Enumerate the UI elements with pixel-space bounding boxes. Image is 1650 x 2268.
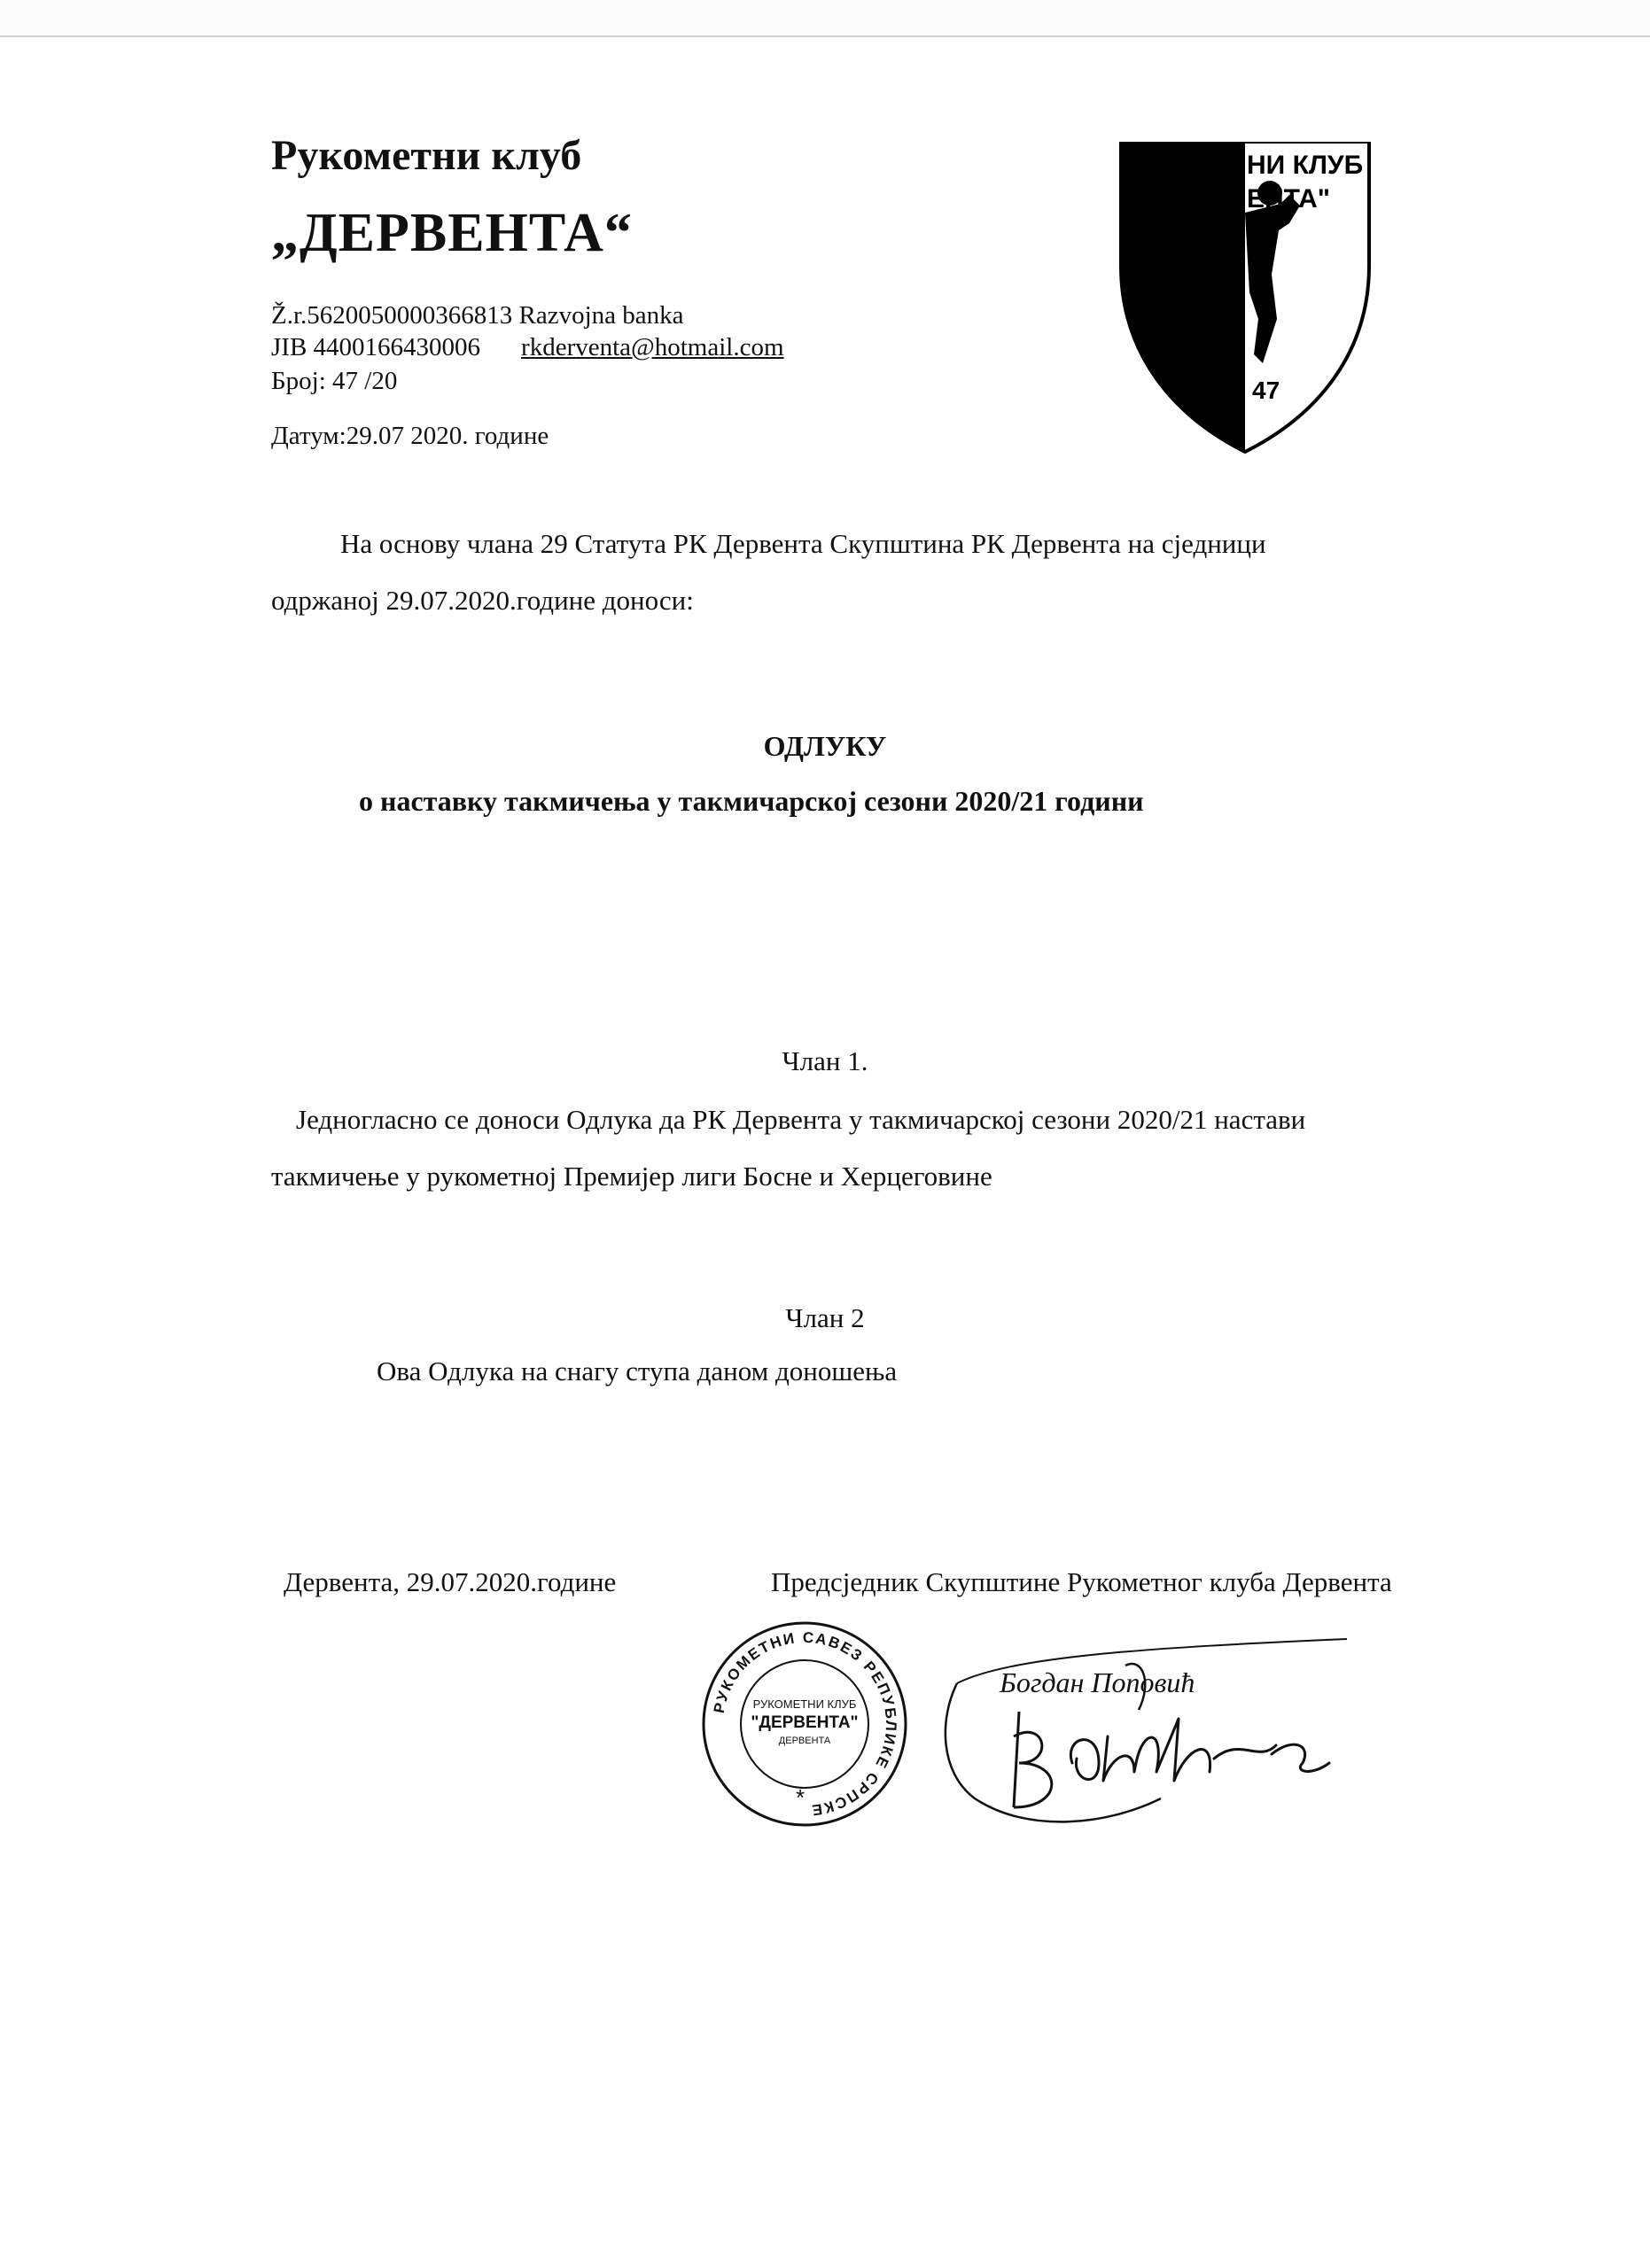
article1-line2: такмичење у рукометној Премијер лиги Босне и Херцеговине bbox=[271, 1161, 992, 1192]
article1-text bbox=[271, 1091, 1476, 1205]
document-number: Број: 47 /20 bbox=[271, 367, 398, 395]
stamp-star-icon: * bbox=[795, 1784, 806, 1811]
decision-title: ОДЛУКУ bbox=[763, 730, 887, 762]
place-and-date: Дервента, 29.07.2020.године bbox=[284, 1566, 617, 1597]
logo-text-line1: НИ КЛУБ bbox=[1247, 151, 1364, 180]
document-date: Датум:29.07 2020. године bbox=[271, 422, 549, 450]
article2-text: Ова Одлука на снагу ступа даном доношења bbox=[377, 1355, 898, 1386]
club-logo bbox=[1112, 142, 1378, 456]
president-title: Предсједник Скупштине Рукометног клуба Дервента bbox=[771, 1566, 1392, 1597]
stamp-ring-text: РУКОМЕТНИ САВЕЗ РЕПУБЛИКЕ СРПСКЕ bbox=[710, 1628, 900, 1819]
scan-edge bbox=[0, 35, 1650, 37]
intro-paragraph bbox=[271, 516, 1423, 629]
stamp-line1: РУКОМЕТНИ КЛУБ bbox=[752, 1697, 857, 1711]
official-stamp bbox=[698, 1618, 911, 1830]
decision-subtitle: о наставку такмичења у такмичарској сезони 2020/21 години bbox=[359, 785, 1144, 817]
signature bbox=[922, 1630, 1382, 1852]
jib-number: JIB 4400166430006 bbox=[271, 333, 481, 361]
scan-margin bbox=[0, 0, 1650, 35]
logo-number: 47 bbox=[1252, 377, 1280, 404]
club-name: „ДЕРВЕНТА“ bbox=[271, 203, 633, 263]
intro-line1: На основу члана 29 Статута РК Дервента Скупштина РК Дервента на сједници bbox=[340, 528, 1266, 559]
stamp-line2: "ДЕРВЕНТА" bbox=[751, 1713, 859, 1732]
bank-account: Ž.r.5620050000366813 Razvojna banka bbox=[271, 301, 684, 330]
article1-line1: Једногласно се доноси Одлука да РК Дервента у такмичарској сезони 2020/21 настави bbox=[296, 1104, 1306, 1135]
club-type: Рукометни клуб bbox=[271, 132, 582, 179]
article2-title: Члан 2 bbox=[785, 1302, 865, 1333]
logo-text-line2: ЕНТА" bbox=[1247, 184, 1330, 214]
signature-name: Богдан Поповић bbox=[1000, 1666, 1195, 1698]
article1-title: Члан 1. bbox=[782, 1045, 868, 1076]
jib-line bbox=[271, 333, 784, 362]
intro-line2: одржаној 29.07.2020.године доноси: bbox=[271, 585, 694, 616]
email-link[interactable]: rkderventa@hotmail.com bbox=[521, 333, 784, 361]
stamp-line3: ДЕРВЕНТА bbox=[778, 1736, 831, 1746]
